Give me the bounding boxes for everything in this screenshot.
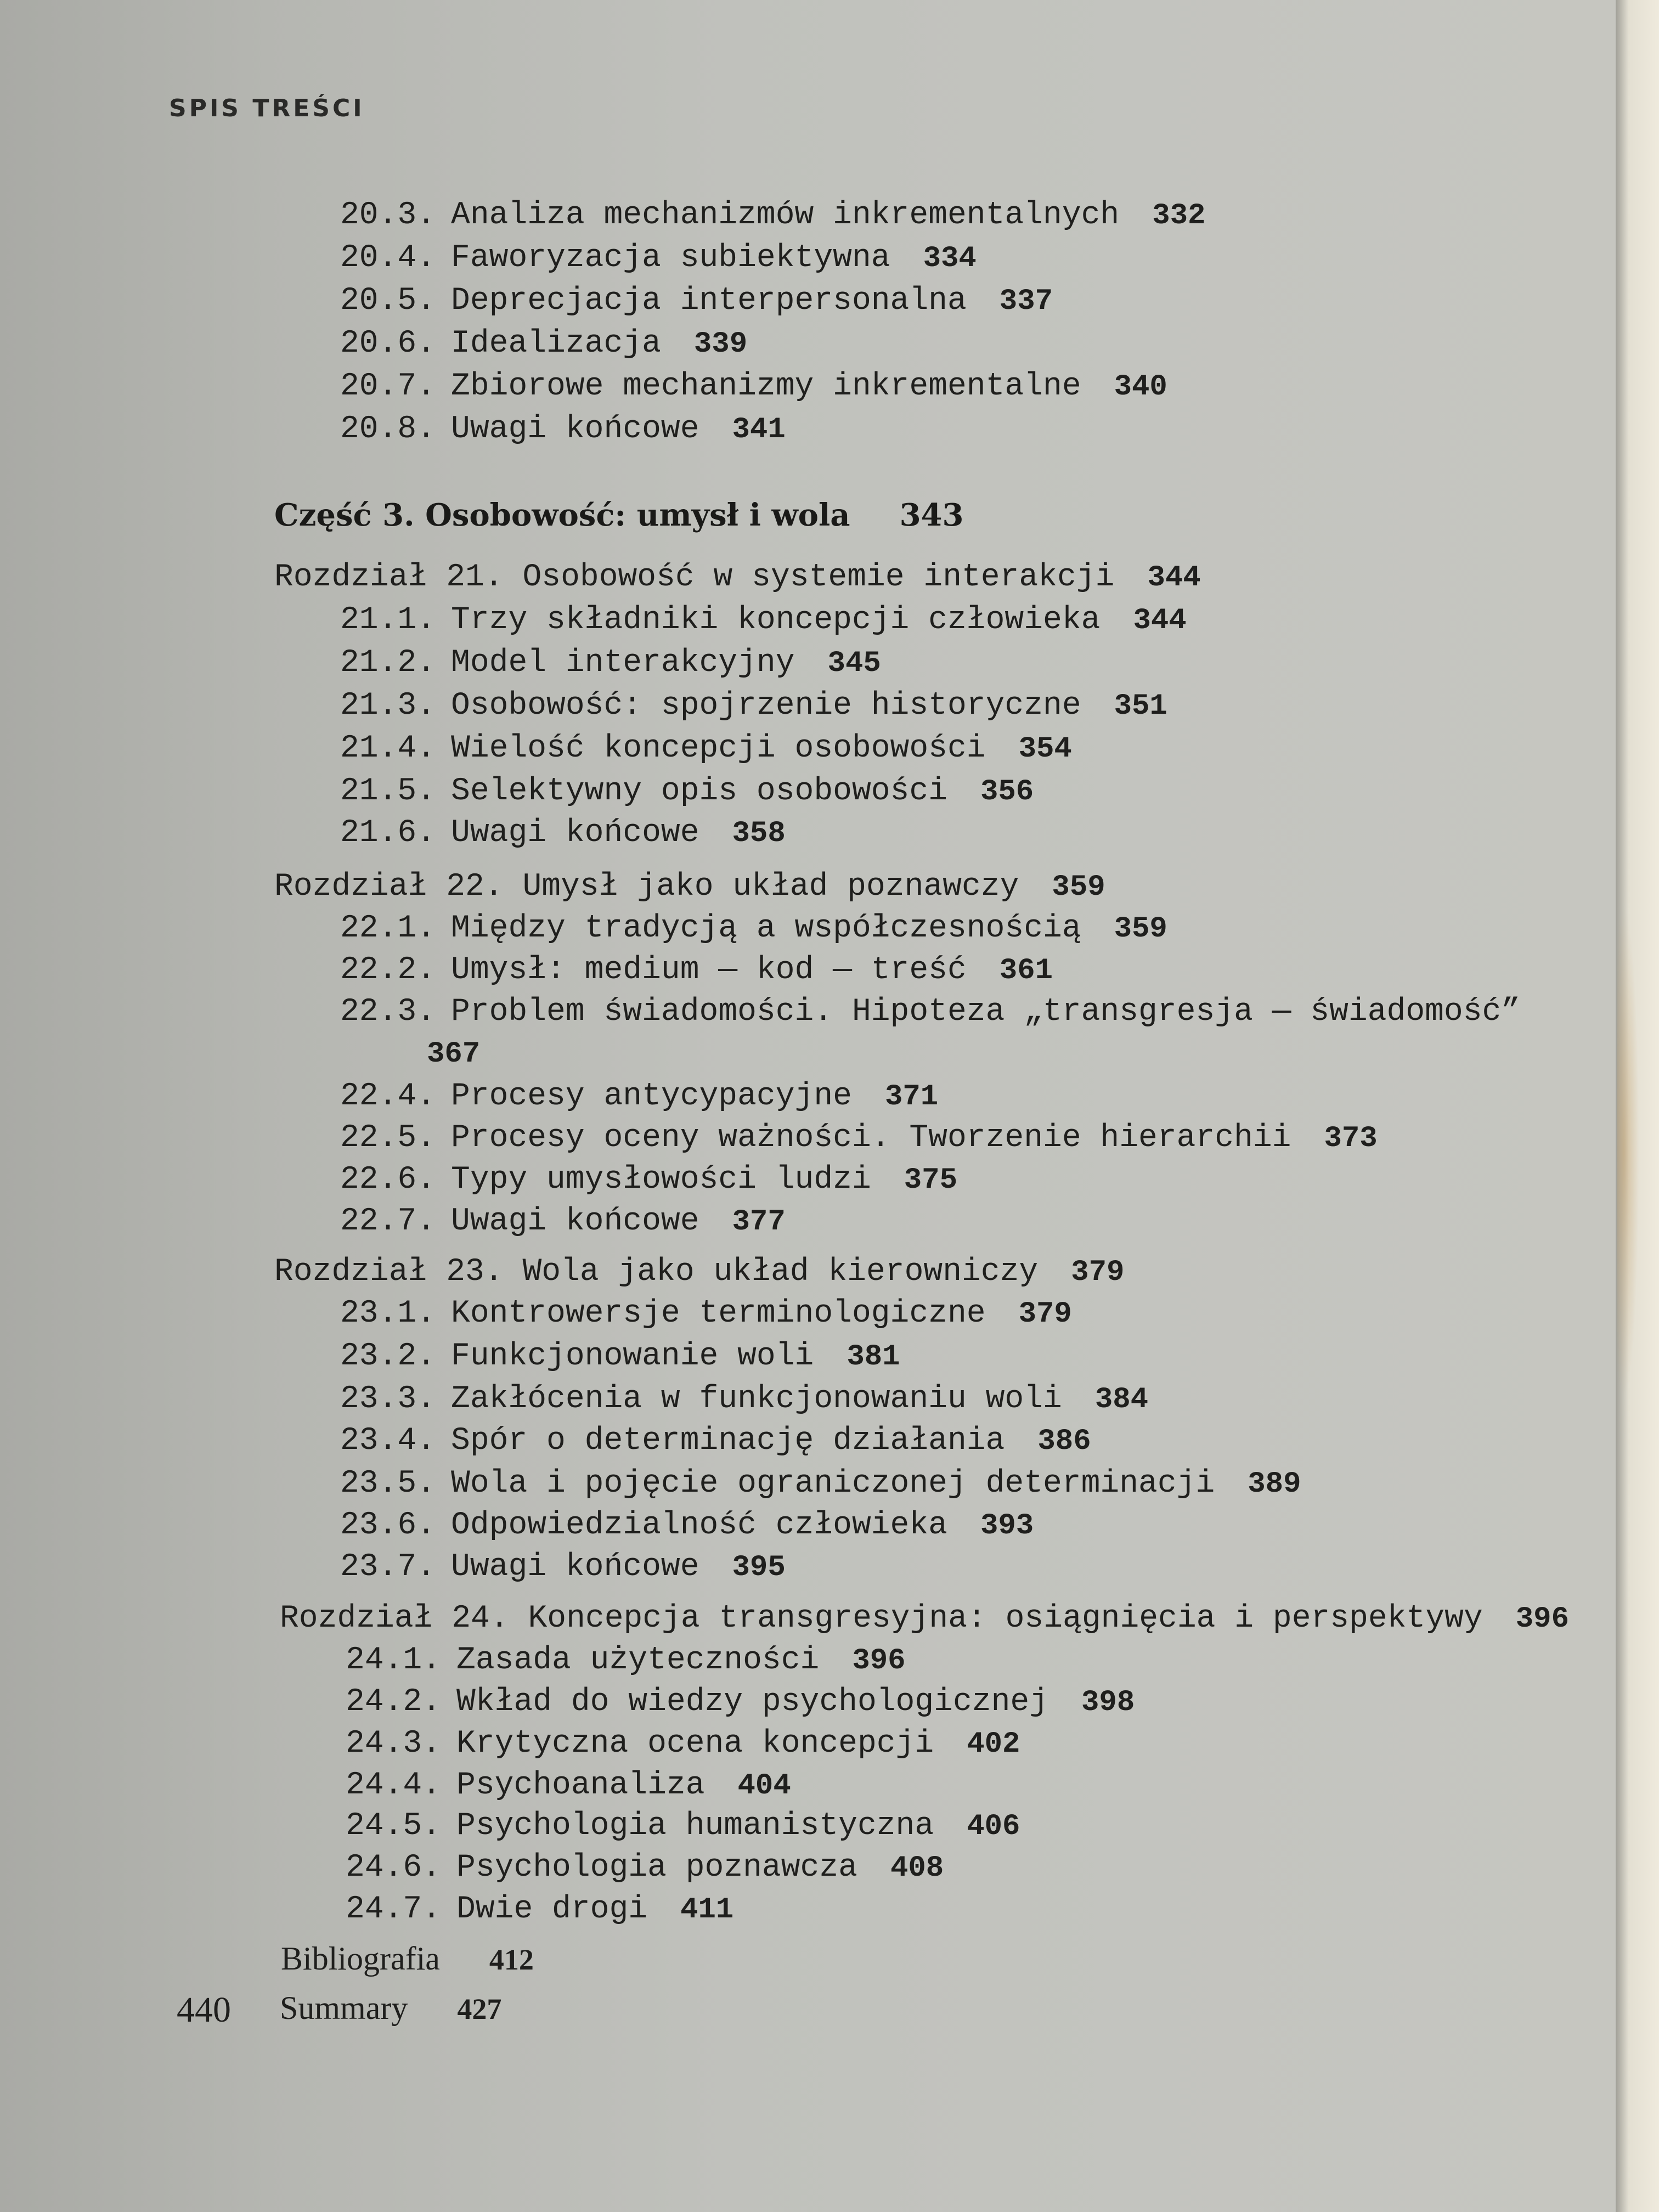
toc-summary: Summary 427 bbox=[280, 1990, 502, 2026]
page-number: 440 bbox=[177, 1990, 231, 2030]
toc-entry: 24.7. Dwie drogi 411 bbox=[346, 1892, 734, 1927]
toc-entry: 22.5. Procesy oceny ważności. Tworzenie hierarchii 373 bbox=[340, 1120, 1378, 1156]
toc-entry-page-wrapped: 367 bbox=[427, 1037, 481, 1071]
chapter-heading: Rozdział 24. Koncepcja transgresyjna: osiągnięcia i perspektywy 396 bbox=[280, 1601, 1569, 1637]
toc-entry: 23.1. Kontrowersje terminologiczne 379 bbox=[340, 1296, 1072, 1331]
toc-entry: 23.3. Zakłócenia w funkcjonowaniu woli 384 bbox=[340, 1381, 1149, 1417]
toc-entry: 21.4. Wielość koncepcji osobowości 354 bbox=[340, 731, 1072, 766]
toc-bibliography: Bibliografia 412 bbox=[281, 1940, 534, 1977]
toc-entry: 22.2. Umysł: medium — kod — treść 361 bbox=[340, 952, 1053, 988]
toc-entry: 22.1. Między tradycją a współczesnością 359 bbox=[340, 911, 1167, 946]
toc-entry: 24.6. Psychologia poznawcza 408 bbox=[346, 1850, 944, 1886]
toc-entry: 21.1. Trzy składniki koncepcji człowieka 344 bbox=[340, 602, 1187, 638]
chapter-heading: Rozdział 22. Umysł jako układ poznawczy 359 bbox=[274, 869, 1105, 905]
toc-entry: 20.6. Idealizacja 339 bbox=[340, 326, 748, 362]
toc-entry: 24.4. Psychoanaliza 404 bbox=[346, 1768, 791, 1803]
toc-entry: 21.2. Model interakcyjny 345 bbox=[340, 645, 881, 681]
toc-entry: 22.6. Typy umysłowości ludzi 375 bbox=[340, 1162, 957, 1198]
toc-entry: 20.5. Deprecjacja interpersonalna 337 bbox=[340, 283, 1053, 319]
toc-entry: 24.2. Wkład do wiedzy psychologicznej 398 bbox=[346, 1684, 1135, 1720]
toc-entry: 21.6. Uwagi końcowe 358 bbox=[340, 815, 786, 851]
toc-entry: 23.4. Spór o determinację działania 386 bbox=[340, 1423, 1091, 1459]
toc-entry: 24.1. Zasada użyteczności 396 bbox=[346, 1643, 906, 1678]
toc-entry: 21.5. Selektywny opis osobowości 356 bbox=[340, 774, 1034, 809]
toc-entry: 23.5. Wola i pojęcie ograniczonej determinacji 389 bbox=[340, 1466, 1301, 1502]
toc-entry: 23.7. Uwagi końcowe 395 bbox=[340, 1549, 786, 1585]
toc-entry: 21.3. Osobowość: spojrzenie historyczne 351 bbox=[340, 688, 1167, 724]
toc-entry: 24.3. Krytyczna ocena koncepcji 402 bbox=[346, 1726, 1020, 1762]
toc-entry: 23.6. Odpowiedzialność człowieka 393 bbox=[340, 1508, 1034, 1543]
toc-entry: 20.4. Faworyzacja subiektywna 334 bbox=[340, 240, 977, 276]
toc-entry: 20.7. Zbiorowe mechanizmy inkrementalne 340 bbox=[340, 369, 1167, 404]
toc-entry: 20.3. Analiza mechanizmów inkrementalnych 332 bbox=[340, 198, 1206, 233]
toc-entry: 20.8. Uwagi końcowe 341 bbox=[340, 411, 786, 447]
toc-entry: 23.2. Funkcjonowanie woli 381 bbox=[340, 1339, 900, 1374]
toc-entry: 22.3. Problem świadomości. Hipoteza „transgresja — świadomość” bbox=[340, 994, 1521, 1030]
part-heading: Część 3. Osobowość: umysł i wola 343 bbox=[274, 497, 964, 533]
toc-entry: 22.7. Uwagi końcowe 377 bbox=[340, 1204, 786, 1239]
running-head: SPIS TREŚCI bbox=[169, 94, 365, 122]
chapter-heading: Rozdział 23. Wola jako układ kierowniczy 379 bbox=[274, 1254, 1125, 1290]
chapter-heading: Rozdział 21. Osobowość w systemie interakcji 344 bbox=[274, 560, 1201, 595]
paper-stain bbox=[1617, 905, 1639, 1399]
toc-entry: 24.5. Psychologia humanistyczna 406 bbox=[346, 1808, 1020, 1844]
toc-entry: 22.4. Procesy antycypacyjne 371 bbox=[340, 1079, 939, 1114]
